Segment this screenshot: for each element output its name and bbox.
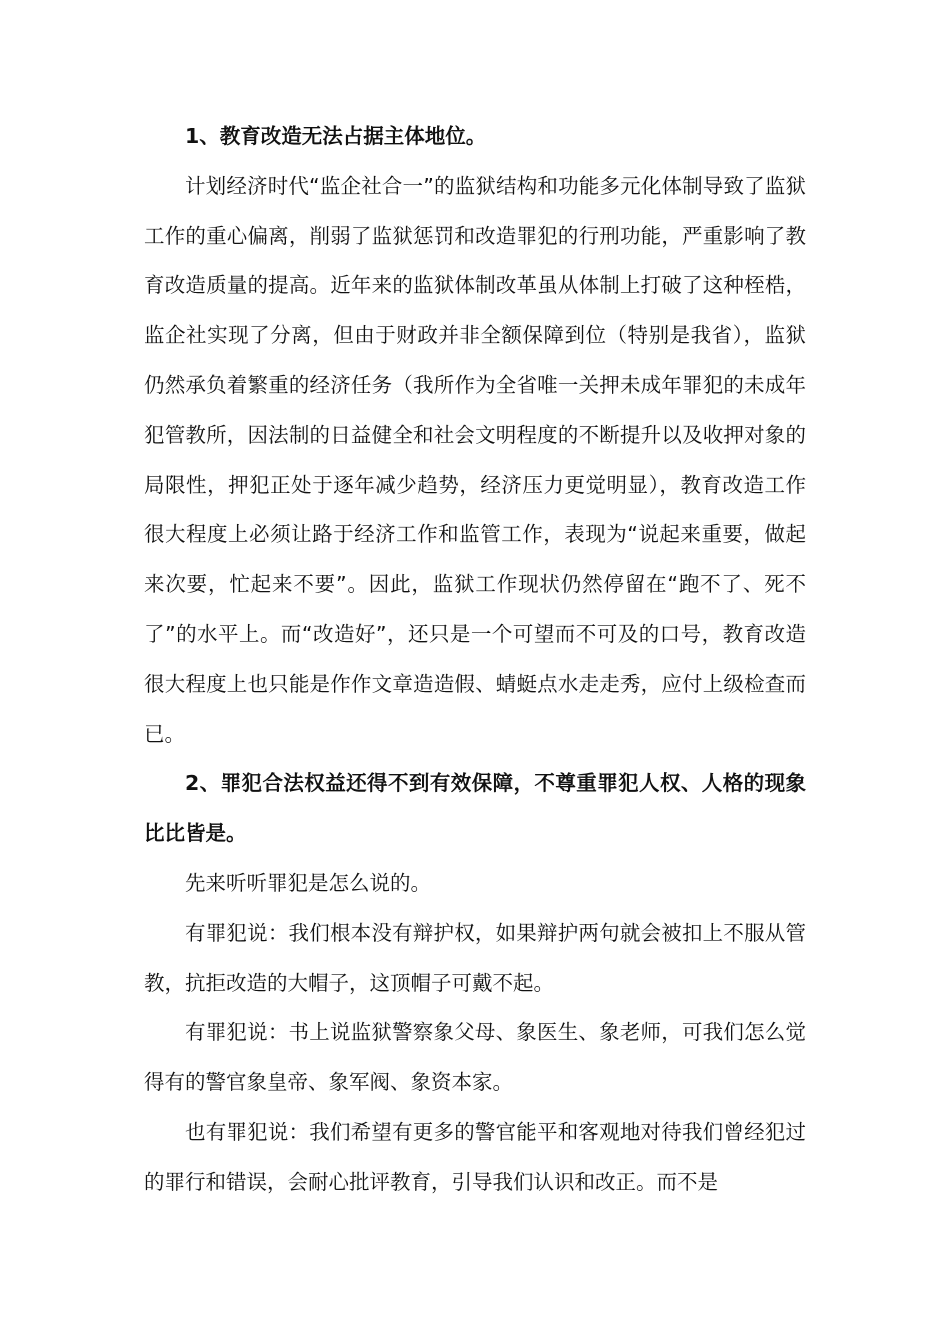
paragraph-2: 先来听听罪犯是怎么说的。 (185, 870, 431, 895)
document-body (144, 112, 806, 1208)
paragraph-4: 有罪犯说：书上说监狱警察象父母、象医生、象老师，可我们怎么觉得有的警官象皇帝、象军阀、象资本家。 (144, 1020, 806, 1095)
paragraph-1: 计划经济时代“监企社合一”的监狱结构和功能多元化体制导致了监狱工作的重心偏离，削弱了监狱惩罚和改造罪犯的行刑功能，严重影响了教育改造质量的提高。近年来的监狱体制改革虽从体制上打破了这种桎梏，监企社实现了分离，但由于财政并非全额保障到位（特别是我省），监狱仍然承负着繁重的经济任务（我所作为全省唯一关押未成年罪犯的未成年犯管教所，因法制的日益健全和社会文明程度的不断提升以及收押对象的局限性，押犯正处于逐年减少趋势，经济压力更觉明显），教育改造工作很大程度上必须让路于经济工作和监管工作，表现为“说起来重要，做起来次要，忙起来不要”。因此，监狱工作现状仍然停留在“跑不了、死不了”的水平上。而“改造好”，还只是一个可望而不可及的口号，教育改造很大程度上也只能是作作文章造造假、蜻蜓点水走走秀，应付上级检查而已。 (144, 173, 806, 746)
section-heading-1: 1、教育改造无法占据主体地位。 (185, 124, 487, 148)
paragraph-5: 也有罪犯说：我们希望有更多的警官能平和客观地对待我们曾经犯过的罪行和错误，会耐心批评教育，引导我们认识和改正。而不是 (144, 1119, 806, 1194)
section-heading-2: 2、罪犯合法权益还得不到有效保障，不尊重罪犯人权、人格的现象比比皆是。 (144, 771, 806, 846)
paragraph-3: 有罪犯说：我们根本没有辩护权，如果辩护两句就会被扣上不服从管教，抗拒改造的大帽子，这顶帽子可戴不起。 (144, 920, 806, 995)
